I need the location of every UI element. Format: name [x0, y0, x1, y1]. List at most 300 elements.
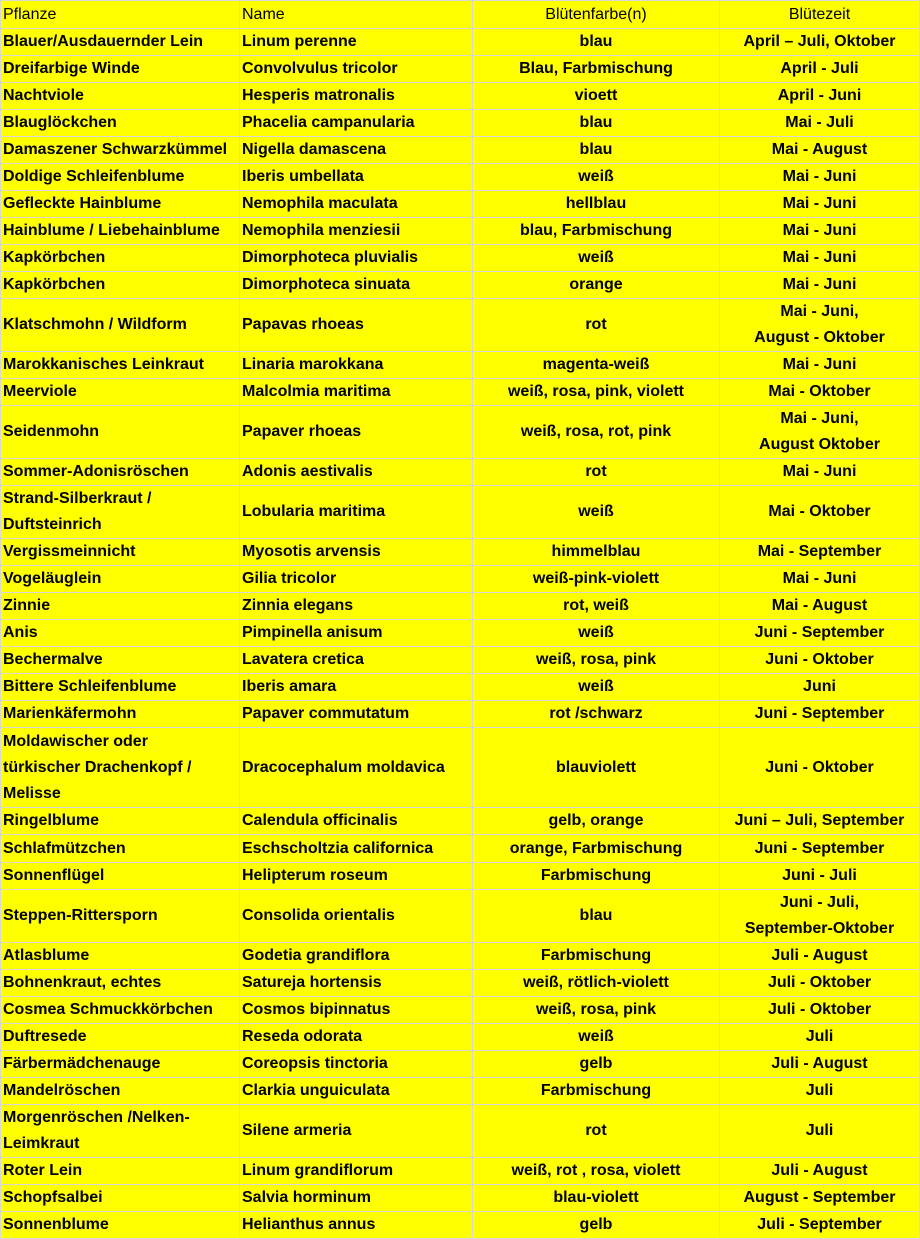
- cell-name[interactable]: [240, 566, 473, 593]
- cell-text-line: Gefleckte Hainblume: [3, 195, 162, 212]
- cell-name[interactable]: [240, 701, 473, 728]
- cell-name[interactable]: [240, 137, 473, 164]
- cell-name[interactable]: [240, 620, 473, 647]
- cell-name[interactable]: [240, 83, 473, 110]
- cell-text-line: Papaver rhoeas: [242, 423, 362, 440]
- cell-pflanze[interactable]: [1, 272, 240, 299]
- cell-name[interactable]: [240, 863, 473, 890]
- cell-name[interactable]: [240, 1105, 473, 1158]
- cell-bluetezeit[interactable]: [720, 943, 920, 970]
- cell-bluetenfarbe[interactable]: [473, 459, 720, 486]
- cell-bluetezeit[interactable]: [720, 352, 920, 379]
- cell-name[interactable]: [240, 29, 473, 56]
- cell-name[interactable]: [240, 1212, 473, 1239]
- cell-text-line: Duftsteinrich: [3, 516, 102, 533]
- cell-pflanze[interactable]: [1, 191, 240, 218]
- cell-pflanze[interactable]: [1, 1024, 240, 1051]
- cell-text-line: August - Oktober: [754, 329, 885, 346]
- cell-text-line: Leimkraut: [3, 1135, 80, 1152]
- cell-text-line: blau: [579, 907, 613, 924]
- cell-name[interactable]: [240, 1078, 473, 1105]
- cell-text-line: weiß: [578, 624, 614, 641]
- cell-name[interactable]: [240, 245, 473, 272]
- cell-text-line: Coreopsis tinctoria: [242, 1055, 388, 1072]
- cell-bluetenfarbe[interactable]: [473, 835, 720, 863]
- cell-text-line: September-Oktober: [744, 920, 895, 937]
- cell-text-line: Consolida orientalis: [242, 907, 395, 924]
- cell-bluetezeit[interactable]: [720, 245, 920, 272]
- cell-bluetenfarbe[interactable]: [473, 593, 720, 620]
- cell-bluetenfarbe[interactable]: [473, 486, 720, 539]
- cell-bluetezeit[interactable]: [720, 1024, 920, 1051]
- cell-text-line: blau: [579, 141, 613, 158]
- cell-name[interactable]: [240, 352, 473, 379]
- cell-text-line: Juni - Oktober: [765, 651, 874, 668]
- cell-text-line: Juli: [805, 1028, 834, 1045]
- table-row: [1, 218, 920, 245]
- cell-text-line: Zinnia elegans: [242, 597, 354, 614]
- cell-text-line: Marienkäfermohn: [3, 705, 137, 722]
- cell-text-line: weiß, rötlich-violett: [523, 974, 669, 991]
- table-row: [1, 191, 920, 218]
- cell-text-line: Sonnenflügel: [3, 867, 105, 884]
- cell-pflanze[interactable]: [1, 406, 240, 459]
- cell-text-line: magenta-weiß: [542, 356, 650, 373]
- cell-text-line: Juni: [803, 678, 836, 695]
- table-row: [1, 459, 920, 486]
- cell-text-line: Papavas rhoeas: [242, 316, 364, 333]
- cell-bluetenfarbe[interactable]: [473, 701, 720, 728]
- cell-name[interactable]: [240, 406, 473, 459]
- cell-bluetenfarbe[interactable]: [473, 218, 720, 245]
- header-pflanze[interactable]: Pflanze: [1, 1, 240, 29]
- cell-bluetenfarbe[interactable]: [473, 997, 720, 1024]
- cell-text-line: Cosmos bipinnatus: [242, 1001, 391, 1018]
- cell-text-line: Blauer/Ausdauernder Lein: [3, 33, 204, 50]
- cell-name[interactable]: [240, 890, 473, 943]
- cell-bluetezeit[interactable]: [720, 539, 920, 566]
- cell-name[interactable]: [240, 1158, 473, 1185]
- cell-text-line: Juni - Oktober: [765, 758, 874, 776]
- cell-text-line: Meerviole: [3, 383, 77, 400]
- cell-text-line: Farbmischung: [540, 867, 652, 884]
- cell-text-line: Mai - Juni: [782, 570, 857, 587]
- cell-name[interactable]: [240, 943, 473, 970]
- cell-text-line: Steppen-Rittersporn: [3, 907, 158, 924]
- cell-text-line: Hesperis matronalis: [242, 87, 395, 104]
- cell-pflanze[interactable]: [1, 110, 240, 137]
- cell-text-line: Iberis amara: [242, 678, 337, 695]
- cell-text-line: Papaver commutatum: [242, 705, 410, 722]
- cell-bluetezeit[interactable]: [720, 835, 920, 863]
- cell-text-line: Phacelia campanularia: [242, 114, 415, 131]
- cell-pflanze[interactable]: [1, 1212, 240, 1239]
- cell-bluetenfarbe[interactable]: [473, 1185, 720, 1212]
- cell-text-line: weiß, rosa, pink, violett: [507, 383, 685, 400]
- cell-name[interactable]: [240, 539, 473, 566]
- cell-text-line: Linaria marokkana: [242, 356, 384, 373]
- cell-bluetezeit[interactable]: [720, 379, 920, 406]
- cell-bluetenfarbe[interactable]: [473, 539, 720, 566]
- cell-pflanze[interactable]: [1, 83, 240, 110]
- cell-bluetezeit[interactable]: [720, 486, 920, 539]
- cell-text-line: blau-violett: [553, 1189, 639, 1206]
- cell-text-line: Juni - Juli: [782, 867, 857, 884]
- table-row: [1, 970, 920, 997]
- cell-text-line: Nemophila menziesii: [242, 222, 401, 239]
- cell-text-line: Juni – Juli, September: [734, 812, 905, 829]
- cell-text-line: Mai - August: [771, 597, 868, 614]
- cell-name[interactable]: [240, 1051, 473, 1078]
- cell-text-line: August - September: [743, 1189, 896, 1206]
- header-row: [1, 1, 920, 29]
- table-row: [1, 1158, 920, 1185]
- cell-pflanze[interactable]: [1, 674, 240, 701]
- cell-text-line: Juni - September: [754, 839, 885, 857]
- cell-bluetenfarbe[interactable]: [473, 110, 720, 137]
- table-row: [1, 593, 920, 620]
- cell-text-line: Godetia grandiflora: [242, 947, 390, 964]
- cell-bluetenfarbe[interactable]: [473, 1105, 720, 1158]
- cell-pflanze[interactable]: [1, 1078, 240, 1105]
- cell-text-line: Juli - August: [771, 1162, 868, 1179]
- cell-bluetenfarbe[interactable]: [473, 352, 720, 379]
- table-row: [1, 647, 920, 674]
- cell-pflanze[interactable]: [1, 218, 240, 245]
- table-row: [1, 1051, 920, 1078]
- cell-pflanze[interactable]: [1, 943, 240, 970]
- cell-text-line: Roter Lein: [3, 1162, 83, 1179]
- cell-text-line: Salvia horminum: [242, 1189, 371, 1206]
- cell-pflanze[interactable]: [1, 379, 240, 406]
- cell-bluetezeit[interactable]: [720, 808, 920, 835]
- header-bluetezeit[interactable]: Blütezeit: [720, 1, 920, 29]
- cell-pflanze[interactable]: [1, 620, 240, 647]
- cell-text-line: gelb: [579, 1055, 613, 1072]
- table-row: [1, 110, 920, 137]
- cell-name[interactable]: [240, 1024, 473, 1051]
- cell-text-line: Juli - September: [757, 1216, 882, 1233]
- table-row: [1, 1024, 920, 1051]
- cell-text-line: Bittere Schleifenblume: [3, 678, 177, 695]
- cell-text-line: Zinnie: [3, 597, 51, 614]
- cell-text-line: Farbmischung: [540, 1082, 652, 1099]
- cell-bluetezeit[interactable]: [720, 728, 920, 808]
- header-bluetenfarbe[interactable]: Blütenfarbe(n): [473, 1, 720, 29]
- cell-text-line: weiß, rosa, pink: [535, 1001, 657, 1018]
- cell-bluetezeit[interactable]: [720, 406, 920, 459]
- cell-bluetezeit[interactable]: [720, 137, 920, 164]
- cell-bluetenfarbe[interactable]: [473, 1158, 720, 1185]
- cell-bluetenfarbe[interactable]: [473, 1078, 720, 1105]
- cell-pflanze[interactable]: [1, 566, 240, 593]
- cell-bluetenfarbe[interactable]: [473, 808, 720, 835]
- cell-bluetezeit[interactable]: [720, 164, 920, 191]
- cell-bluetezeit[interactable]: [720, 83, 920, 110]
- cell-pflanze[interactable]: [1, 137, 240, 164]
- cell-text-line: gelb, orange: [548, 812, 644, 829]
- table-row: [1, 1185, 920, 1212]
- cell-text-line: Vergissmeinnicht: [3, 543, 136, 560]
- table-row: [1, 835, 920, 863]
- cell-bluetezeit[interactable]: [720, 56, 920, 83]
- cell-text-line: Mandelröschen: [3, 1082, 121, 1099]
- cell-bluetezeit[interactable]: [720, 218, 920, 245]
- cell-bluetenfarbe[interactable]: [473, 299, 720, 352]
- cell-name[interactable]: [240, 379, 473, 406]
- cell-text-line: Mai - Juni: [782, 356, 857, 373]
- cell-text-line: Juni - September: [754, 624, 885, 641]
- cell-text-line: Marokkanisches Leinkraut: [3, 356, 204, 373]
- cell-bluetezeit[interactable]: [720, 1105, 920, 1158]
- cell-pflanze[interactable]: [1, 997, 240, 1024]
- cell-pflanze[interactable]: [1, 835, 240, 863]
- cell-pflanze[interactable]: [1, 56, 240, 83]
- cell-pflanze[interactable]: [1, 1158, 240, 1185]
- cell-bluetezeit[interactable]: [720, 1078, 920, 1105]
- cell-text-line: Juli - Oktober: [767, 974, 872, 991]
- cell-bluetezeit[interactable]: [720, 272, 920, 299]
- table-row: [1, 943, 920, 970]
- cell-bluetezeit[interactable]: [720, 299, 920, 352]
- cell-name[interactable]: [240, 191, 473, 218]
- cell-text-line: Mai - August: [771, 141, 868, 158]
- cell-bluetezeit[interactable]: [720, 191, 920, 218]
- cell-bluetezeit[interactable]: [720, 863, 920, 890]
- cell-text-line: Juni - Juli,: [779, 894, 860, 911]
- cell-text-line: Mai - Juni: [782, 195, 857, 212]
- cell-bluetezeit[interactable]: [720, 566, 920, 593]
- cell-text-line: Mai - Juni: [782, 276, 857, 293]
- cell-text-line: Bechermalve: [3, 651, 103, 668]
- cell-text-line: April - Juni: [777, 87, 862, 104]
- cell-bluetenfarbe[interactable]: [473, 566, 720, 593]
- cell-bluetezeit[interactable]: [720, 701, 920, 728]
- cell-name[interactable]: [240, 272, 473, 299]
- cell-text-line: Mai - Oktober: [768, 503, 871, 520]
- cell-text-line: Moldawischer oder: [3, 732, 148, 750]
- cell-name[interactable]: [240, 1185, 473, 1212]
- cell-pflanze[interactable]: [1, 29, 240, 56]
- cell-name[interactable]: [240, 164, 473, 191]
- cell-bluetenfarbe[interactable]: [473, 970, 720, 997]
- cell-pflanze[interactable]: [1, 593, 240, 620]
- cell-text-line: weiß: [578, 249, 614, 266]
- cell-text-line: gelb: [579, 1216, 613, 1233]
- cell-bluetezeit[interactable]: [720, 110, 920, 137]
- cell-bluetenfarbe[interactable]: [473, 29, 720, 56]
- cell-pflanze[interactable]: [1, 1185, 240, 1212]
- cell-bluetenfarbe[interactable]: [473, 728, 720, 808]
- cell-text-line: Malcolmia maritima: [242, 383, 391, 400]
- cell-text-line: Doldige Schleifenblume: [3, 168, 185, 185]
- table-row: [1, 1212, 920, 1239]
- cell-name[interactable]: [240, 728, 473, 808]
- cell-text-line: Schopfsalbei: [3, 1189, 103, 1206]
- cell-text-line: Adonis aestivalis: [242, 463, 373, 480]
- cell-bluetenfarbe[interactable]: [473, 272, 720, 299]
- cell-text-line: Vogeläuglein: [3, 570, 102, 587]
- cell-text-line: Nemophila maculata: [242, 195, 398, 212]
- cell-text-line: Morgenröschen /Nelken-: [3, 1109, 190, 1126]
- cell-name[interactable]: [240, 997, 473, 1024]
- cell-name[interactable]: [240, 56, 473, 83]
- cell-bluetezeit[interactable]: [720, 1051, 920, 1078]
- cell-bluetezeit[interactable]: [720, 1158, 920, 1185]
- cell-text-line: blau: [579, 114, 613, 131]
- cell-name[interactable]: [240, 593, 473, 620]
- cell-pflanze[interactable]: [1, 459, 240, 486]
- cell-name[interactable]: [240, 459, 473, 486]
- cell-pflanze[interactable]: [1, 970, 240, 997]
- cell-bluetenfarbe[interactable]: [473, 406, 720, 459]
- cell-text-line: Sommer-Adonisröschen: [3, 463, 189, 480]
- cell-text-line: Juli - August: [771, 1055, 868, 1072]
- cell-bluetenfarbe[interactable]: [473, 83, 720, 110]
- cell-text-line: Bohnenkraut, echtes: [3, 974, 162, 991]
- cell-name[interactable]: [240, 486, 473, 539]
- cell-bluetezeit[interactable]: [720, 970, 920, 997]
- cell-text-line: Mai - Juli: [785, 114, 854, 131]
- header-name[interactable]: Name: [240, 1, 473, 29]
- table-row: [1, 486, 920, 539]
- cell-text-line: Dimorphoteca sinuata: [242, 276, 411, 293]
- cell-text-line: Anis: [3, 624, 38, 641]
- table-row: [1, 701, 920, 728]
- cell-bluetenfarbe[interactable]: [473, 943, 720, 970]
- table-row: [1, 997, 920, 1024]
- cell-pflanze[interactable]: [1, 1051, 240, 1078]
- cell-text-line: Dreifarbige Winde: [3, 60, 140, 77]
- cell-text-line: weiß-pink-violett: [532, 570, 660, 587]
- cell-text-line: Mai - Juni,: [780, 303, 859, 320]
- cell-bluetenfarbe[interactable]: [473, 164, 720, 191]
- cell-text-line: weiß: [578, 678, 614, 695]
- cell-bluetenfarbe[interactable]: [473, 863, 720, 890]
- cell-bluetenfarbe[interactable]: [473, 890, 720, 943]
- cell-pflanze[interactable]: [1, 164, 240, 191]
- cell-pflanze[interactable]: [1, 486, 240, 539]
- cell-bluetenfarbe[interactable]: [473, 647, 720, 674]
- cell-name[interactable]: [240, 835, 473, 863]
- cell-text-line: Cosmea Schmuckkörbchen: [3, 1001, 213, 1018]
- cell-bluetezeit[interactable]: [720, 459, 920, 486]
- cell-bluetenfarbe[interactable]: [473, 1212, 720, 1239]
- cell-bluetenfarbe[interactable]: [473, 56, 720, 83]
- table-row: [1, 164, 920, 191]
- cell-bluetenfarbe[interactable]: [473, 674, 720, 701]
- cell-text-line: Myosotis arvensis: [242, 543, 381, 560]
- cell-text-line: Juli: [805, 1122, 834, 1139]
- cell-pflanze[interactable]: [1, 808, 240, 835]
- cell-text-line: Calendula officinalis: [242, 812, 398, 829]
- cell-name[interactable]: [240, 647, 473, 674]
- cell-pflanze[interactable]: [1, 539, 240, 566]
- cell-name[interactable]: [240, 808, 473, 835]
- cell-text-line: Helipterum roseum: [242, 867, 388, 884]
- cell-text-line: Helianthus annus: [242, 1216, 376, 1233]
- cell-text-line: weiß: [578, 503, 614, 520]
- cell-pflanze[interactable]: [1, 245, 240, 272]
- cell-text-line: weiß, rot , rosa, violett: [511, 1162, 681, 1179]
- table-row: [1, 406, 920, 459]
- cell-bluetezeit[interactable]: [720, 1212, 920, 1239]
- cell-text-line: Mai - Juni: [782, 222, 857, 239]
- cell-bluetenfarbe[interactable]: [473, 1024, 720, 1051]
- cell-text-line: rot /schwarz: [549, 705, 643, 722]
- cell-name[interactable]: [240, 674, 473, 701]
- cell-text-line: Dracocephalum moldavica: [242, 758, 445, 776]
- cell-pflanze[interactable]: [1, 728, 240, 808]
- cell-bluetezeit[interactable]: [720, 997, 920, 1024]
- cell-text-line: Blau, Farbmischung: [519, 60, 673, 77]
- cell-pflanze[interactable]: [1, 1105, 240, 1158]
- cell-text-line: Dimorphoteca pluvialis: [242, 249, 419, 266]
- cell-bluetenfarbe[interactable]: [473, 1051, 720, 1078]
- cell-text-line: Strand-Silberkraut /: [3, 490, 152, 507]
- cell-bluetenfarbe[interactable]: [473, 191, 720, 218]
- cell-text-line: Melisse: [3, 784, 61, 802]
- cell-name[interactable]: [240, 218, 473, 245]
- cell-bluetenfarbe[interactable]: [473, 620, 720, 647]
- cell-text-line: Sonnenblume: [3, 1216, 109, 1233]
- cell-text-line: Iberis umbellata: [242, 168, 364, 185]
- cell-text-line: weiß: [578, 168, 614, 185]
- cell-bluetezeit[interactable]: [720, 674, 920, 701]
- table-row: [1, 674, 920, 701]
- cell-name[interactable]: [240, 110, 473, 137]
- cell-bluetezeit[interactable]: [720, 593, 920, 620]
- cell-text-line: Satureja hortensis: [242, 974, 382, 991]
- cell-pflanze[interactable]: [1, 299, 240, 352]
- cell-bluetezeit[interactable]: [720, 647, 920, 674]
- cell-bluetenfarbe[interactable]: [473, 379, 720, 406]
- cell-pflanze[interactable]: [1, 352, 240, 379]
- cell-text-line: Silene armeria: [242, 1122, 352, 1139]
- cell-text-line: orange, Farbmischung: [509, 839, 683, 857]
- cell-pflanze[interactable]: [1, 701, 240, 728]
- cell-text-line: Schlafmützchen: [3, 839, 126, 857]
- table-row: [1, 299, 920, 352]
- cell-name[interactable]: [240, 299, 473, 352]
- cell-text-line: Lavatera cretica: [242, 651, 364, 668]
- cell-bluetezeit[interactable]: [720, 890, 920, 943]
- cell-pflanze[interactable]: [1, 890, 240, 943]
- cell-name[interactable]: [240, 970, 473, 997]
- table-row: [1, 539, 920, 566]
- cell-text-line: Nachtviole: [3, 87, 84, 104]
- cell-text-line: Kapkörbchen: [3, 276, 106, 293]
- cell-bluetezeit[interactable]: [720, 620, 920, 647]
- cell-text-line: blau: [579, 33, 613, 50]
- table-row: [1, 808, 920, 835]
- cell-bluetenfarbe[interactable]: [473, 245, 720, 272]
- table-row: [1, 863, 920, 890]
- table-row: [1, 352, 920, 379]
- cell-text-line: Klatschmohn / Wildform: [3, 316, 187, 333]
- cell-text-line: Färbermädchenauge: [3, 1055, 161, 1072]
- cell-bluetenfarbe[interactable]: [473, 137, 720, 164]
- cell-text-line: Juni - September: [754, 705, 885, 722]
- table-row: [1, 56, 920, 83]
- cell-bluetezeit[interactable]: [720, 1185, 920, 1212]
- cell-text-line: rot: [585, 1122, 607, 1139]
- cell-bluetezeit[interactable]: [720, 29, 920, 56]
- cell-pflanze[interactable]: [1, 863, 240, 890]
- cell-pflanze[interactable]: [1, 647, 240, 674]
- cell-text-line: rot, weiß: [563, 597, 629, 614]
- cell-text-line: Clarkia unguiculata: [242, 1082, 390, 1099]
